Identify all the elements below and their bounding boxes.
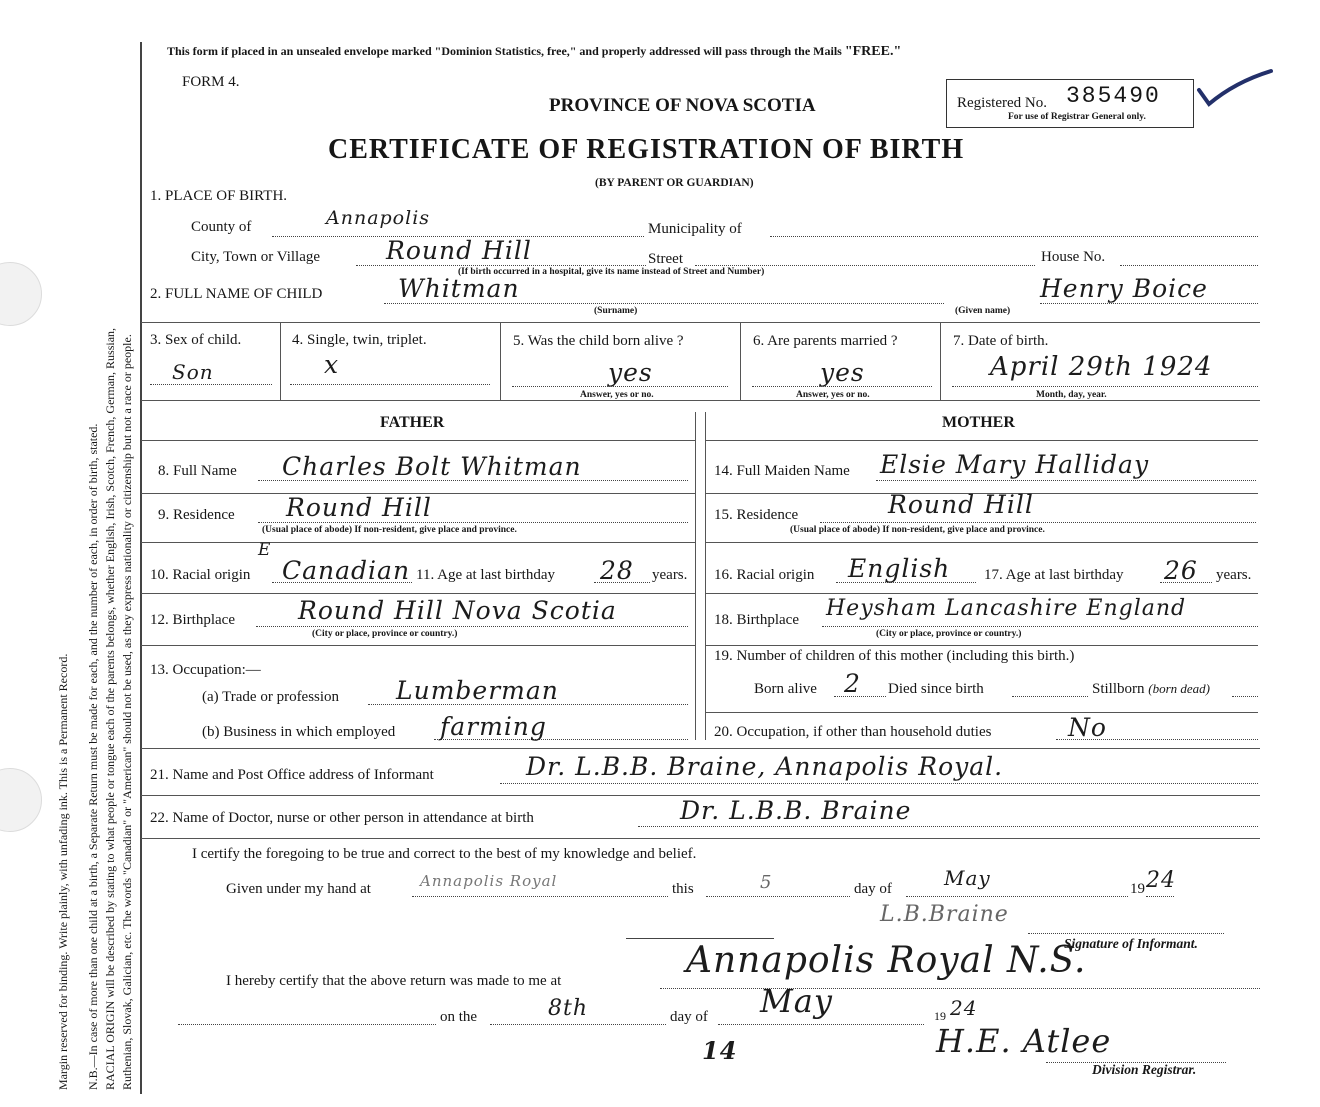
mother-age-years: years.	[1216, 567, 1252, 583]
mother-children-label: 19. Number of children of this mother (including this birth.)	[714, 648, 1075, 664]
binding-hole-bottom	[0, 768, 42, 832]
given-under-label: Given under my hand at	[226, 881, 371, 897]
parents-married-note: Answer, yes or no.	[796, 390, 870, 400]
single-twin-value: x	[324, 350, 340, 379]
margin-note-racial-2: Ruthenian, Slovak, Galician, etc. The words "Canadian" or "American" should not be used, as they express nationality or citizenship but not a race or people.	[120, 334, 134, 1090]
born-alive-count-label: Born alive	[754, 681, 817, 697]
registrar-mark: 14	[702, 1036, 738, 1065]
county-label: County of	[191, 219, 252, 235]
stillborn-label: Stillborn (born dead)	[1092, 681, 1211, 697]
died-since-birth-label: Died since birth	[888, 681, 984, 697]
dob-value: April 29th 1924	[990, 352, 1213, 382]
this-label: this	[672, 881, 694, 897]
father-racial-mark: E	[258, 540, 272, 560]
mother-occupation-label: 20. Occupation, if other than household duties	[714, 724, 992, 740]
sex-value: Son	[172, 360, 214, 384]
father-residence-label: 9. Residence	[158, 507, 235, 523]
mother-birthplace-note: (City or place, province or country.)	[876, 629, 1022, 639]
county-value: Annapolis	[326, 207, 431, 229]
registrar-signature: H.E. Atlee	[936, 1022, 1112, 1060]
mother-birthplace: Heysham Lancashire England	[826, 596, 1187, 621]
postal-notice: This form if placed in an unsealed envelope marked "Dominion Statistics, free," and properly addressed will pass through the Mails "FREE."	[167, 44, 902, 59]
registrar-only-note: For use of Registrar General only.	[1008, 112, 1146, 122]
surname-note: (Surname)	[594, 306, 638, 316]
parents-divider	[695, 412, 696, 740]
registrar-year-prefix: 19	[934, 1009, 946, 1023]
mother-residence-label: 15. Residence	[714, 507, 799, 523]
province-heading: PROVINCE OF NOVA SCOTIA	[549, 95, 816, 116]
sex-label: 3. Sex of child.	[150, 332, 242, 348]
registrar-year: 24	[950, 996, 978, 1020]
father-age-label: 11. Age at last birthday	[416, 567, 555, 583]
city-value: Round Hill	[386, 236, 532, 265]
dob-label: 7. Date of birth.	[953, 333, 1049, 349]
mother-residence-note: (Usual place of abode) If non-resident, give place and province.	[790, 525, 1045, 535]
registrar-day-of-label: day of	[670, 1009, 708, 1025]
father-racial: Canadian	[282, 556, 411, 585]
father-heading: FATHER	[380, 414, 445, 431]
row-divider-informant	[141, 748, 1260, 749]
father-name-label: 8. Full Name	[158, 463, 237, 479]
mother-age-label: 17. Age at last birthday	[984, 567, 1124, 583]
registered-number: 385490	[1066, 83, 1161, 109]
hospital-note: (If birth occurred in a hospital, give its name instead of Street and Number)	[458, 267, 765, 277]
father-business: farming	[440, 712, 547, 741]
mother-age: 26	[1164, 556, 1198, 585]
given-name-note: (Given name)	[955, 306, 1011, 316]
separator-line	[626, 938, 774, 939]
given-day: 5	[760, 872, 773, 893]
row-divider-3	[141, 322, 1260, 323]
father-age: 28	[600, 556, 634, 585]
binding-hole-top	[0, 262, 42, 326]
informant-value: Dr. L.B.B. Braine, Annapolis Royal.	[526, 752, 1004, 781]
born-alive-note: Answer, yes or no.	[580, 390, 654, 400]
registered-label: Registered No.	[957, 95, 1047, 111]
given-year: 24	[1146, 868, 1176, 893]
father-occupation-label: 13. Occupation:—	[150, 662, 261, 678]
given-place: Annapolis Royal	[420, 872, 558, 890]
father-trade: Lumberman	[396, 676, 559, 705]
mother-name-label: 14. Full Maiden Name	[714, 463, 850, 479]
mother-name: Elsie Mary Halliday	[880, 450, 1150, 479]
informant-label: 21. Name and Post Office address of Informant	[150, 767, 434, 783]
born-alive-label: 5. Was the child born alive ?	[513, 333, 684, 349]
single-twin-label: 4. Single, twin, triplet.	[292, 332, 427, 348]
certificate-title: CERTIFICATE OF REGISTRATION OF BIRTH	[328, 134, 965, 165]
doctor-label: 22. Name of Doctor, nurse or other person in attendance at birth	[150, 810, 534, 826]
house-number-label: House No.	[1041, 249, 1106, 265]
father-birthplace-label: 12. Birthplace	[150, 612, 235, 628]
certify-statement: I certify the foregoing to be true and correct to the best of my knowledge and belief.	[192, 846, 697, 862]
on-the-label: on the	[440, 1009, 478, 1025]
municipality-label: Municipality of	[648, 221, 742, 237]
child-name-label: 2. FULL NAME OF CHILD	[150, 286, 323, 302]
registrar-place: Annapolis Royal N.S.	[686, 940, 1087, 981]
father-business-label: (b) Business in which employed	[202, 724, 396, 740]
street-label: Street	[648, 251, 683, 267]
father-birthplace: Round Hill Nova Scotia	[298, 596, 617, 625]
parents-married-label: 6. Are parents married ?	[753, 333, 898, 349]
mother-residence: Round Hill	[888, 490, 1034, 519]
mother-birthplace-label: 18. Birthplace	[714, 612, 799, 628]
child-surname: Whitman	[398, 274, 520, 303]
father-birthplace-note: (City or place, province or country.)	[312, 629, 458, 639]
form-number: FORM 4.	[182, 74, 240, 90]
mother-heading: MOTHER	[942, 414, 1015, 431]
father-trade-label: (a) Trade or profession	[202, 689, 340, 705]
doctor-value: Dr. L.B.B. Braine	[680, 796, 912, 825]
checkmark-icon	[1195, 68, 1275, 110]
given-day-of-label: day of	[854, 881, 892, 897]
margin-note-racial-1: RACIAL ORIGIN will be described by stating to what people or tongue each of the parents belongs, whether English, Irish, Scotch, French, German, Russian,	[103, 327, 117, 1090]
mother-racial: English	[848, 554, 951, 583]
mother-occupation: No	[1068, 713, 1107, 742]
margin-note-multiple-births: N.B.—In case of more than one child at a birth, a Separate Return must be made for each, and the number of each, in order of birth, stated.	[86, 423, 100, 1090]
mother-racial-label: 16. Racial origin	[714, 567, 815, 583]
given-month: May	[944, 866, 991, 890]
father-name: Charles Bolt Whitman	[282, 452, 582, 481]
born-alive-count: 2	[844, 669, 861, 698]
parents-married-value: yes	[820, 358, 865, 387]
child-given-name: Henry Boice	[1040, 274, 1208, 303]
informant-signature-label: Signature of Informant.	[1064, 936, 1198, 951]
registrar-statement: I hereby certify that the above return was made to me at	[226, 973, 562, 989]
division-registrar-label: Division Registrar.	[1092, 1062, 1197, 1077]
father-racial-label: 10. Racial origin	[150, 567, 251, 583]
row-divider-4	[141, 400, 1260, 401]
given-year-prefix: 19	[1130, 881, 1145, 897]
father-residence-note: (Usual place of abode) If non-resident, give place and province.	[262, 525, 517, 535]
informant-signature: L.B.Braine	[880, 902, 1009, 927]
dob-note: Month, day, year.	[1036, 390, 1107, 400]
registrar-month: May	[760, 982, 833, 1020]
city-label: City, Town or Village	[191, 249, 321, 265]
form-left-border	[140, 42, 142, 1094]
registrar-day: 8th	[548, 996, 589, 1021]
margin-note-binding: Margin reserved for binding. Write plainly, with unfading ink. This is a Permanent Record.	[56, 653, 70, 1090]
born-alive-value: yes	[608, 358, 653, 387]
place-of-birth-heading: 1. PLACE OF BIRTH.	[150, 188, 288, 204]
father-age-years: years.	[652, 567, 688, 583]
father-residence: Round Hill	[286, 493, 432, 522]
certificate-subtitle: (BY PARENT OR GUARDIAN)	[595, 177, 754, 189]
